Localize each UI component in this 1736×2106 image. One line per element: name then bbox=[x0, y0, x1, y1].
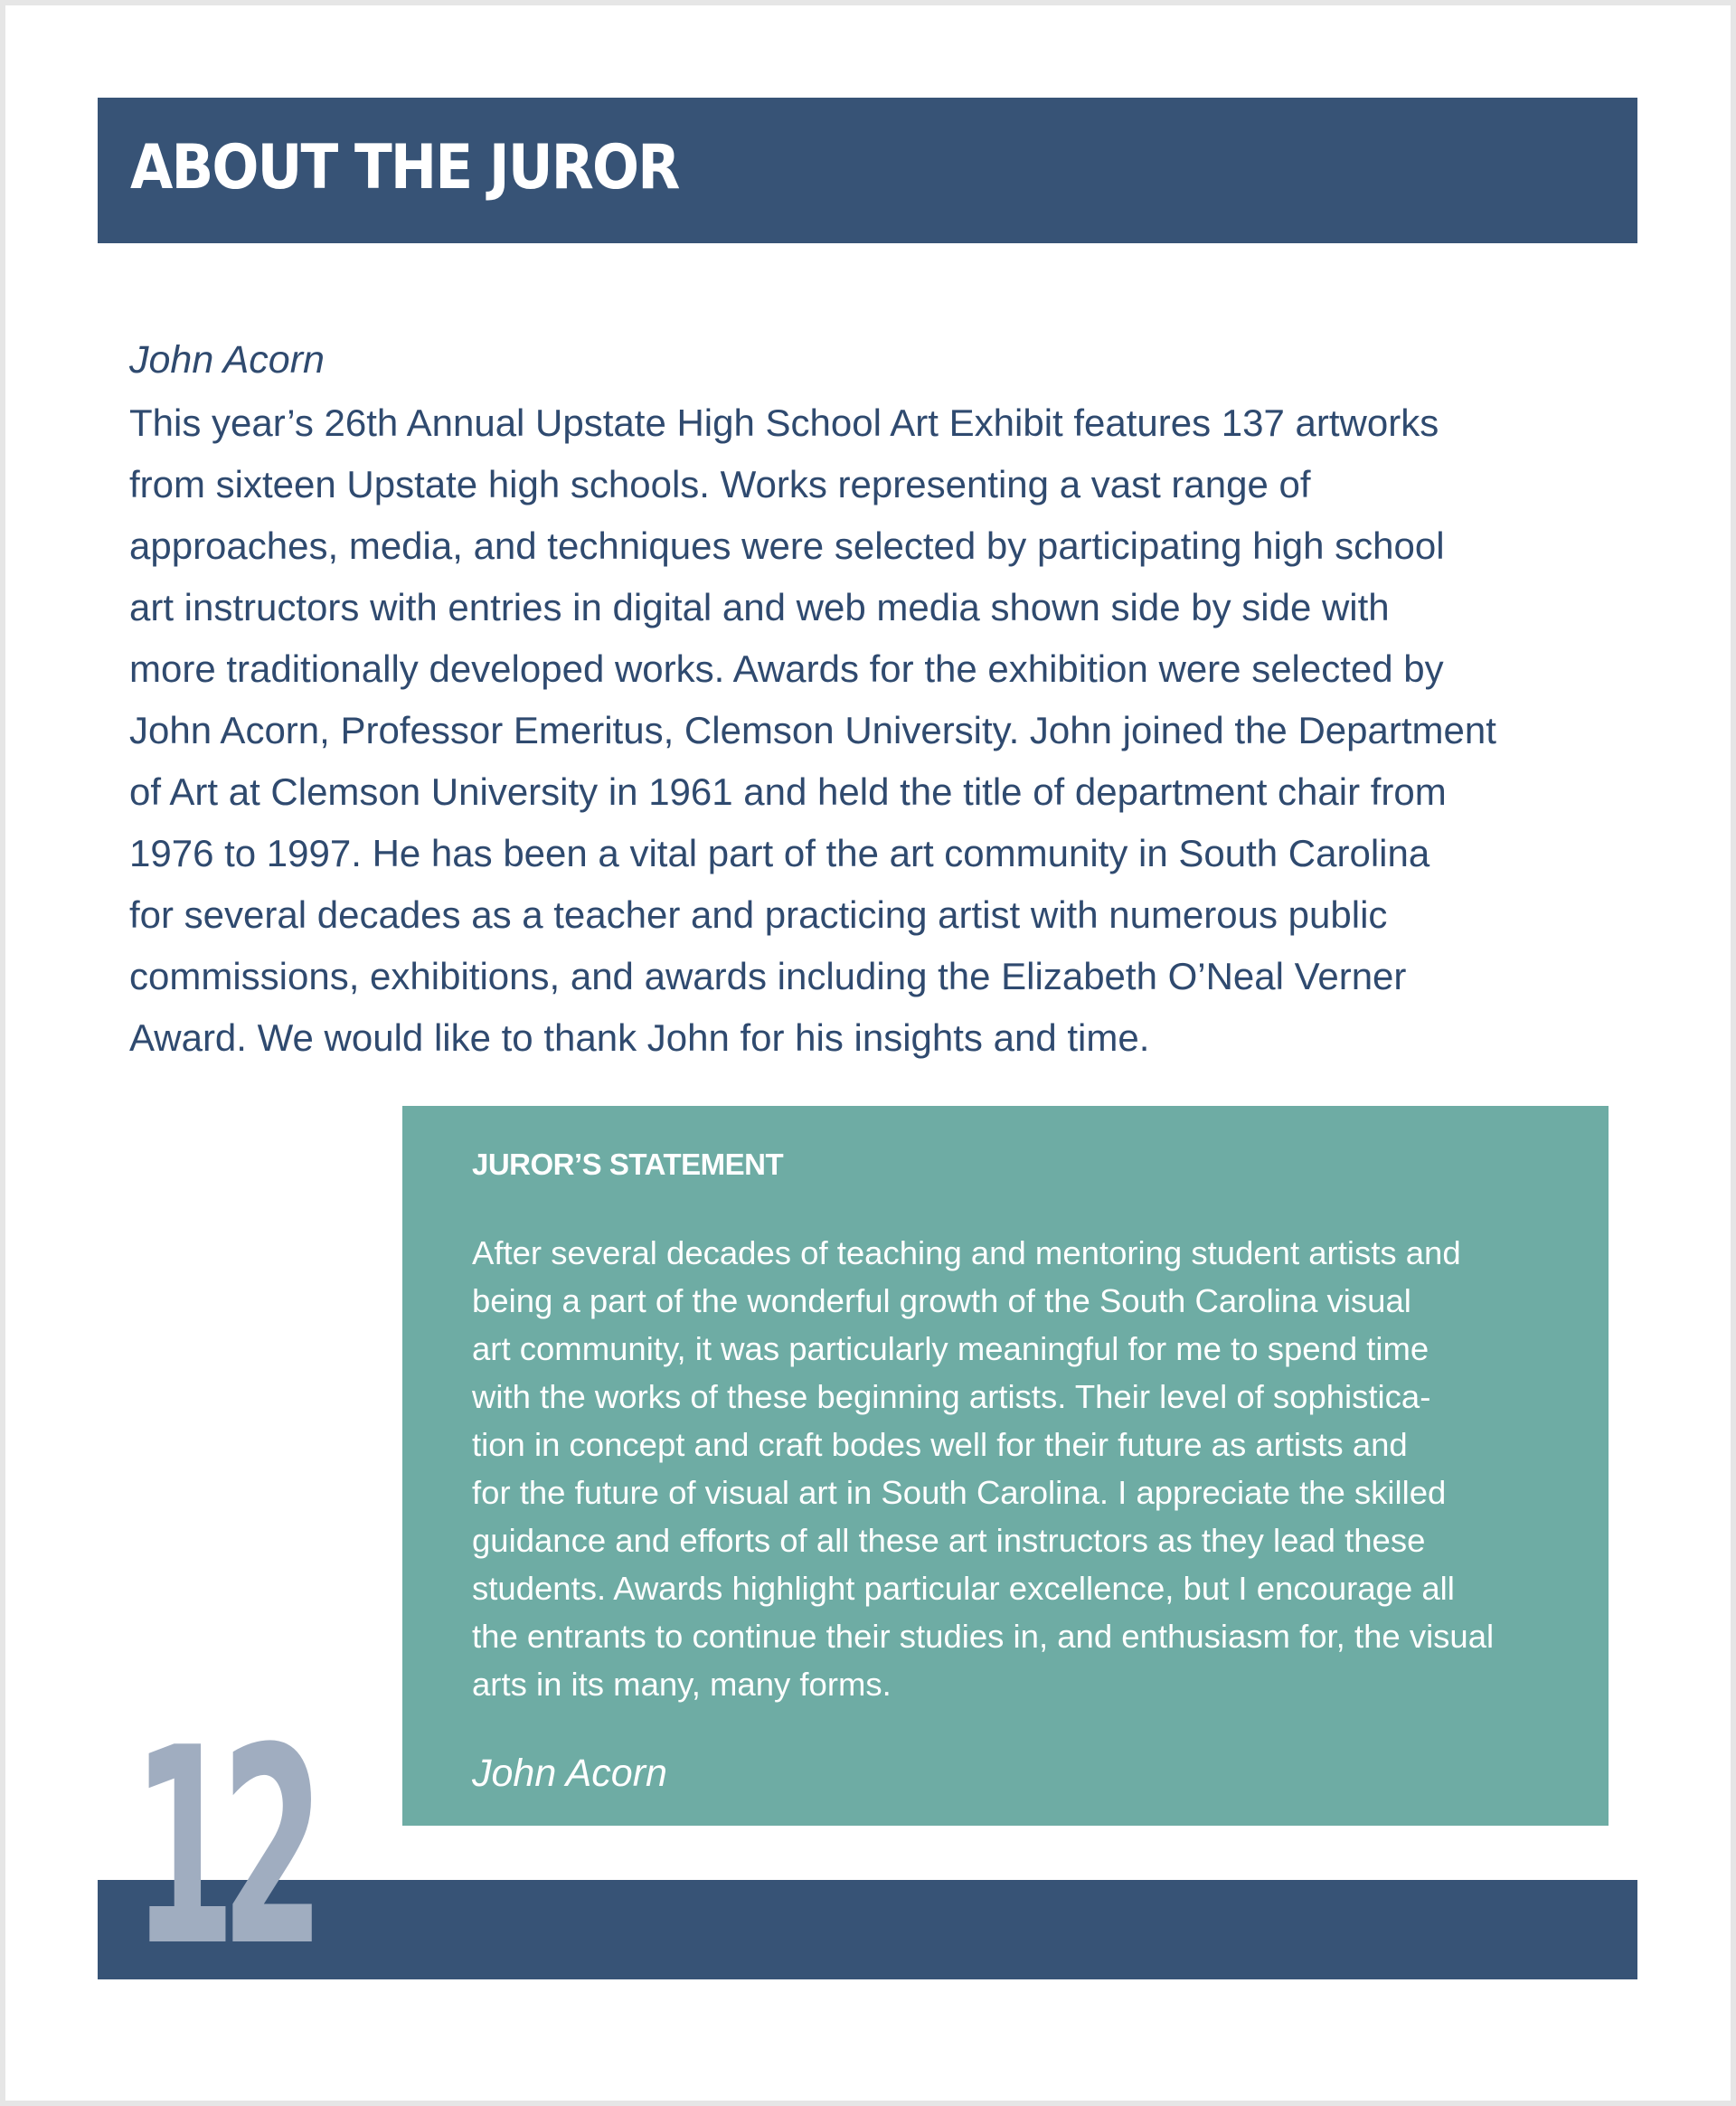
juror-name: John Acorn bbox=[129, 338, 325, 382]
page-title: ABOUT THE JUROR bbox=[130, 132, 679, 203]
statement-signature: John Acorn bbox=[472, 1752, 667, 1795]
juror-bio: This year’s 26th Annual Upstate High School Art Exhibit features 137 artworks from sixteen Upstate high schools. Works representing a vast range of approaches, media, and techniques were selected by participating high school art instructors with entries in digital and web media shown side by side with more traditionally developed works. Awards for the exhibition were selected by John Acorn, Professor Emeritus, Clemson University. John joined the Department of Art at Clemson University in 1961 and held the title of department chair from 1976 to 1997. He has been a vital part of the art community in South Carolina for several decades as a teacher and practicing artist with numerous public commissions, exhibitions, and awards including the Elizabeth O’Neal Verner Award. We would like to thank John for his insights and time. bbox=[129, 401, 1496, 1059]
page-number: 12 bbox=[132, 1690, 310, 2006]
header-band bbox=[98, 98, 1637, 243]
page bbox=[5, 5, 1731, 2101]
footer-band bbox=[98, 1880, 1637, 1979]
statement-heading: JUROR’S STATEMENT bbox=[472, 1147, 784, 1181]
statement-body: After several decades of teaching and mentoring student artists and being a part of the wonderful growth of the South Carolina visual art community, it was particularly meaningful for me to spend time with the works of these beginning artists. Their level of sophistica- tion in concept and craft bodes well for their future as artists and for the future of visual art in South Carolina. I appreciate the skilled guidance and efforts of all these art instructors as they lead these students. Awards highlight particular excellence, but I encourage all the entrants to continue their studies in, and enthusiasm for, the visual arts in its many, many forms. bbox=[472, 1234, 1495, 1703]
juror-statement-box bbox=[402, 1106, 1609, 1826]
